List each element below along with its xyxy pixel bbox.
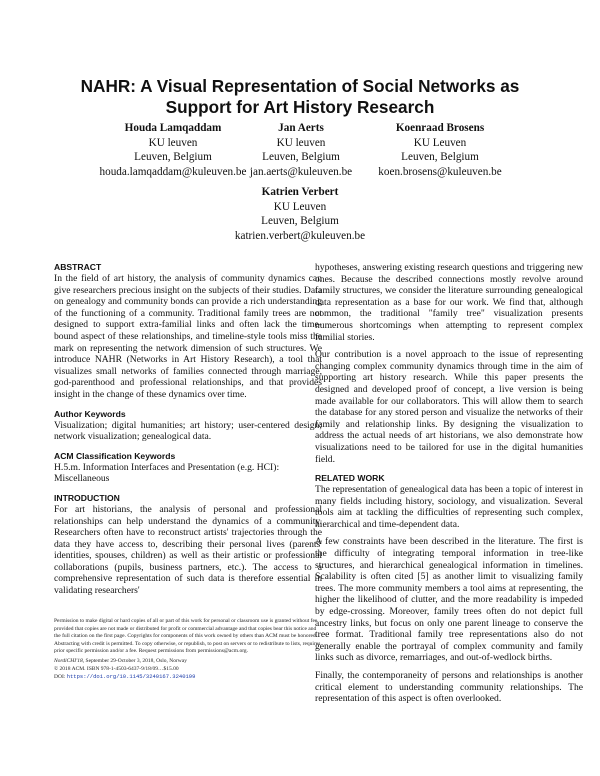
author-affiliation: KU Leuven xyxy=(413,136,467,149)
author-email: koen.brosens@kuleuven.be xyxy=(378,165,502,178)
left-column xyxy=(54,262,322,597)
doi-line xyxy=(54,673,322,682)
keywords-heading: Author Keywords xyxy=(54,408,126,419)
title-line-1: NAHR: A Visual Representation of Social Networks as xyxy=(80,76,520,96)
introduction-text: For art historians, the analysis of personal and professional relationships can help understand the dynamics of a community. Researchers often have to reconstruct artists' trajectories through the data they have access to, describing their personal lives (parents' identities, spouses, children) as well as their artistic or professional collaborations (pupils, business partners, etc.). The access to a comprehensive representation of such data is therefore essential in validating researchers' xyxy=(54,503,322,597)
introduction-heading: INTRODUCTION xyxy=(54,492,120,503)
abstract-heading: ABSTRACT xyxy=(54,262,102,272)
author-affiliation: KU Leuven xyxy=(273,200,327,213)
author-4 xyxy=(205,185,395,243)
author-name: Houda Lamqaddam xyxy=(124,122,222,134)
intro-continued-text: hypotheses, answering existing research questions and triggering new ones. Because the described connections mostly revolve around family structures, we consider the literature surrounding genealogical data representation as a base for our work. We find that, although common, the traditional "family tree" visualization presents numerous shortcomings when attempting to represent complex familial stories. xyxy=(315,262,583,343)
paper-title xyxy=(60,76,540,118)
doi-label: DOI: xyxy=(54,674,66,681)
author-location: Leuven, Belgium xyxy=(401,151,479,164)
related-work-heading: RELATED WORK xyxy=(315,473,385,484)
acm-text: H.5.m. Information Interfaces and Presentation (e.g. HCI): Miscellaneous xyxy=(54,461,280,485)
related-work-text-3: Finally, the contemporaneity of persons and relationships is another critical element to understanding community relationships. The representation of this aspect is often overlooked. xyxy=(315,670,583,705)
related-work-text-1: The representation of genealogical data has been a topic of interest in many fields including history, sociology, and visualization. Several tools aim at tackling the difficulties of representing such complex, hierarchical and time-dependent data. xyxy=(315,484,583,530)
author-affiliation: KU leuven xyxy=(276,136,326,149)
author-email: jan.aerts@kuleuven.be xyxy=(249,165,353,178)
doi-link[interactable]: https://doi.org/10.1145/3240167.3240199 xyxy=(66,673,196,681)
contribution-text: Our contribution is a novel approach to the issue of representing changing complex community dynamics through time in the aim of supporting art history research. While this paper presents the designed and developed proof of concept, a live version is being made available for our collaborators. This will allow them to search the database for any stored person and visualize the networks of their family and relationship links. By designing the visualization to address the actual needs of art historians, we also demonstrate how visualizations need to be tailored for use in the digital humanities field. xyxy=(315,349,583,465)
author-name: Katrien Verbert xyxy=(261,186,339,198)
permission-text: Permission to make digital or hard copies of all or part of this work for personal or classroom use is granted without fee provided that copies are not made or distributed for profit or commercial advantage and that copies bear this notice and the full citation on the first page. Copyrights for components of this work owned by others than ACM must be honored. Abstracting with credit is permitted. To copy otherwise, or republish, to post on servers or to redistribute to lists, requires prior specific permission and/or a fee. Request permissions from permissions@acm.org. xyxy=(54,618,321,655)
conference-name: NordiCHI'18, xyxy=(54,657,85,664)
copyright-line: © 2018 ACM. ISBN 978-1-4503-6437-9/18/09…$15.00 xyxy=(54,665,179,672)
author-location: Leuven, Belgium xyxy=(134,151,212,164)
right-column xyxy=(315,262,583,705)
conference-line xyxy=(54,658,322,666)
author-location: Leuven, Belgium xyxy=(261,215,339,228)
permission-block xyxy=(54,618,322,682)
conference-details: September 29-October 3, 2018, Oslo, Norway xyxy=(85,657,187,664)
related-work-text-2: A few constraints have been described in the literature. The first is the difficulty of integrating temporal information in tree-like structures, and hierarchical genealogical information in timelines. Scalability is often cited [5] as another limit to visualizing family trees. The more community members a tool aims at representing, the higher the likelihood of clutter, and the more readability is impeded by edge-crossing. Moreover, family trees often do not depict full ancestry links, but focus on only one parent lineage to conserve the tree format. Traditional family tree representations also do not generally enable the portrayal of complex community and family links such as divorce, remarriages, and out-of-wedlock births. xyxy=(315,536,583,664)
author-email: houda.lamqaddam@kuleuven.be xyxy=(99,165,247,178)
abstract-text: In the field of art history, the analysis of community dynamics can give researchers precious insight on the subjects of their studies. Data on genealogy and community bonds can provide a rich understanding of the functioning of a community. Traditional family trees are not designed to support extra-familial links and often lack the time-bound aspect of these relationships, and timeline-style tools miss the mark on representing the network dimension of such structures. We introduce NAHR (Networks in Art History Research), a tool that visualizes small networks of families connected through marriage, god-parenthood and professional relationships, and that provides insight in the change of these dynamics over time. xyxy=(54,273,322,400)
author-3 xyxy=(345,121,535,179)
author-name: Jan Aerts xyxy=(278,122,324,134)
keywords-text: Visualization; digital humanities; art history; user-centered design; network visualization; genealogical data. xyxy=(54,419,322,443)
author-location: Leuven, Belgium xyxy=(262,151,340,164)
author-name: Koenraad Brosens xyxy=(395,122,485,134)
author-email: katrien.verbert@kuleuven.be xyxy=(234,229,366,242)
title-line-2: Support for Art History Research xyxy=(165,97,435,117)
acm-heading: ACM Classification Keywords xyxy=(54,450,176,461)
author-affiliation: KU leuven xyxy=(148,136,198,149)
